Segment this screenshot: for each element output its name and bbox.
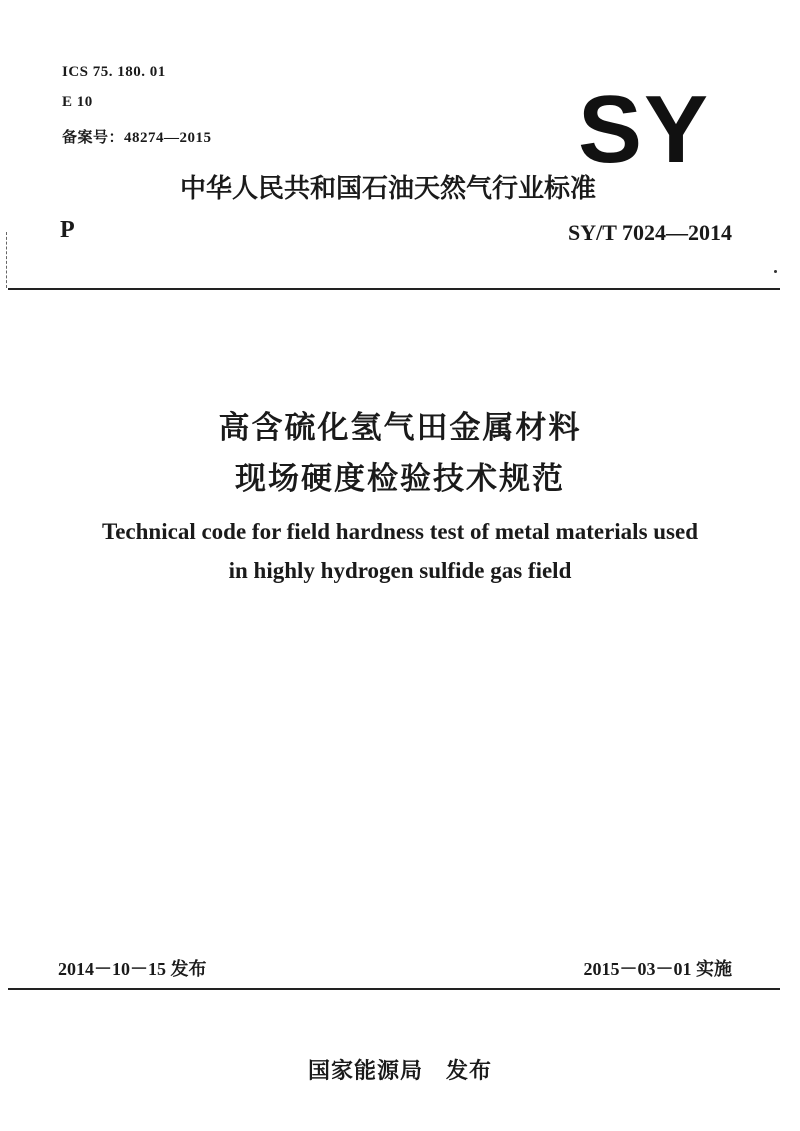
top-divider bbox=[8, 288, 780, 290]
issue-date: 2014－10－15 发布 bbox=[58, 959, 207, 979]
sy-logo: SY bbox=[578, 76, 711, 183]
classification-letter: P bbox=[60, 217, 75, 243]
english-title-line-2: in highly hydrogen sulfide gas field bbox=[228, 558, 572, 583]
ics-code: ICS 75. 180. 01 bbox=[62, 64, 166, 80]
implementation-date: 2015－03－01 实施 bbox=[583, 959, 732, 979]
chinese-title-line-2: 现场硬度检验技术规范 bbox=[235, 461, 565, 497]
chinese-title-line-1: 高含硫化氢气田金属材料 bbox=[218, 410, 582, 446]
english-title-line-1: Technical code for field hardness test of metal materials used bbox=[101, 519, 699, 544]
scan-dot bbox=[774, 270, 777, 273]
scan-edge-mark bbox=[6, 232, 9, 288]
filing-number: 备案号：48274—2015 bbox=[62, 130, 212, 146]
bottom-divider bbox=[8, 988, 780, 990]
standard-number: SY/T 7024—2014 bbox=[567, 220, 732, 245]
e-code: E 10 bbox=[62, 94, 93, 110]
industry-standard-title: 中华人民共和国石油天然气行业标准 bbox=[180, 174, 597, 204]
publisher: 国家能源局 发布 bbox=[307, 1059, 492, 1084]
